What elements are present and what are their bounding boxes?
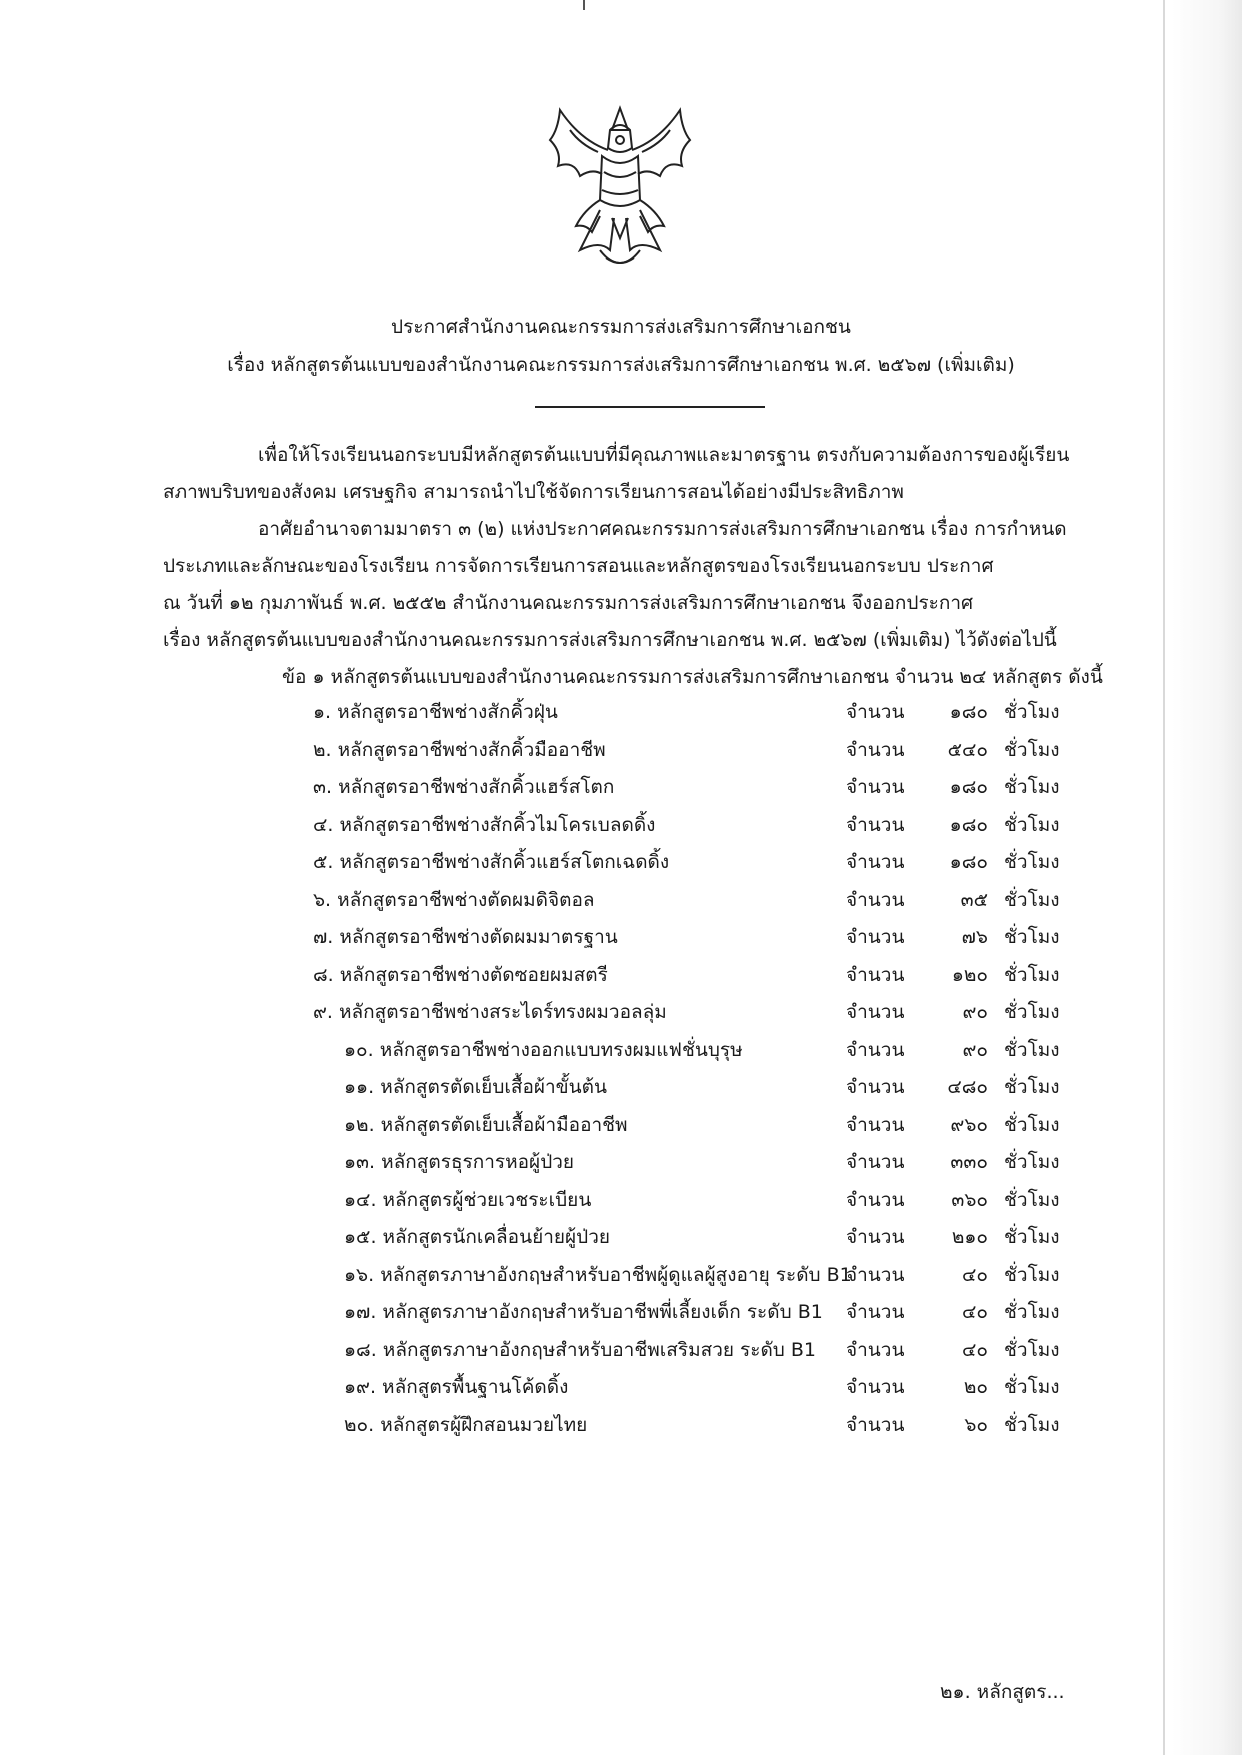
amount-label: จำนวน bbox=[846, 776, 905, 798]
amount-label: จำนวน bbox=[846, 1038, 905, 1061]
paragraph: ข้อ ๑ หลักสูตรต้นแบบของสำนักงานคณะกรรมการส่งเสริมการศึกษาเอกชน จำนวน ๒๔ หลักสูตร ดังนี้ bbox=[282, 666, 1103, 688]
hours-label: ชั่วโมง bbox=[1004, 1263, 1060, 1286]
course-name: ๑๗. หลักสูตรภาษาอังกฤษสำหรับอาชีพพี่เลี้ยงเด็ก ระดับ B1 bbox=[344, 1301, 823, 1323]
course-hours: ๔๐ bbox=[962, 1338, 988, 1361]
course-name: ๑๖. หลักสูตรภาษาอังกฤษสำหรับอาชีพผู้ดูแลผู้สูงอายุ ระดับ B1 bbox=[344, 1263, 852, 1286]
paragraph: อาศัยอำนาจตามมาตรา ๓ (๒) แห่งประกาศคณะกรรมการส่งเสริมการศึกษาเอกชน เรื่อง การกำหนด bbox=[258, 518, 1067, 540]
amount-label: จำนวน bbox=[846, 701, 905, 723]
hours-label: ชั่วโมง bbox=[1004, 1301, 1060, 1323]
course-hours: ๑๘๐ bbox=[949, 851, 988, 873]
hours-label: ชั่วโมง bbox=[1004, 1038, 1060, 1061]
amount-label: จำนวน bbox=[846, 1151, 905, 1173]
course-name: ๑๒. หลักสูตรตัดเย็บเสื้อผ้ามืออาชีพ bbox=[344, 1113, 628, 1136]
announcement-title: ประกาศสำนักงานคณะกรรมการส่งเสริมการศึกษาเอกชน bbox=[391, 316, 851, 338]
course-hours: ๙๐ bbox=[962, 1001, 988, 1023]
course-name: ๕. หลักสูตรอาชีพช่างสักคิ้วแฮร์สโตกเฉดดิ้ง bbox=[313, 851, 670, 873]
course-hours: ๓๖๐ bbox=[951, 1188, 988, 1211]
course-name: ๘. หลักสูตรอาชีพช่างตัดซอยผมสตรี bbox=[313, 963, 608, 986]
course-name: ๑๐. หลักสูตรอาชีพช่างออกแบบทรงผมแฟชั่นบุรุษ bbox=[344, 1038, 743, 1061]
course-name: ๒๐. หลักสูตรผู้ฝึกสอนมวยไทย bbox=[344, 1413, 588, 1436]
course-name: ๑๘. หลักสูตรภาษาอังกฤษสำหรับอาชีพเสริมสวย ระดับ B1 bbox=[344, 1338, 817, 1361]
amount-label: จำนวน bbox=[846, 1413, 905, 1436]
hours-label: ชั่วโมง bbox=[1004, 1226, 1060, 1248]
course-name: ๖. หลักสูตรอาชีพช่างตัดผมดิจิตอล bbox=[313, 888, 595, 911]
page-continuation: ๒๑. หลักสูตร... bbox=[940, 1681, 1065, 1703]
course-hours: ๒๐ bbox=[963, 1376, 988, 1398]
hours-label: ชั่วโมง bbox=[1004, 1151, 1060, 1173]
hours-label: ชั่วโมง bbox=[1004, 1376, 1060, 1398]
amount-label: จำนวน bbox=[846, 1338, 905, 1361]
course-hours: ๙๐ bbox=[962, 1038, 988, 1061]
hours-label: ชั่วโมง bbox=[1004, 1076, 1060, 1098]
amount-label: จำนวน bbox=[846, 851, 905, 873]
course-hours: ๗๖ bbox=[961, 926, 988, 948]
amount-label: จำนวน bbox=[846, 1226, 905, 1248]
amount-label: จำนวน bbox=[846, 1301, 905, 1323]
course-name: ๓. หลักสูตรอาชีพช่างสักคิ้วแฮร์สโตก bbox=[313, 776, 615, 798]
course-hours: ๓๕ bbox=[960, 888, 988, 911]
paragraph: เพื่อให้โรงเรียนนอกระบบมีหลักสูตรต้นแบบที่มีคุณภาพและมาตรฐาน ตรงกับความต้องการของผู้เรียน bbox=[258, 444, 1070, 466]
hours-label: ชั่วโมง bbox=[1004, 738, 1060, 761]
amount-label: จำนวน bbox=[846, 1113, 905, 1136]
paragraph: เรื่อง หลักสูตรต้นแบบของสำนักงานคณะกรรมการส่งเสริมการศึกษาเอกชน พ.ศ. ๒๕๖๗ (เพิ่มเติม) ไว้ดังต่อไปนี้ bbox=[163, 629, 1057, 651]
course-hours: ๔๐ bbox=[962, 1301, 988, 1323]
hours-label: ชั่วโมง bbox=[1004, 701, 1060, 723]
course-hours: ๒๑๐ bbox=[951, 1226, 988, 1248]
hours-label: ชั่วโมง bbox=[1004, 1413, 1060, 1436]
hours-label: ชั่วโมง bbox=[1004, 813, 1060, 836]
hours-label: ชั่วโมง bbox=[1004, 851, 1060, 873]
course-hours: ๖๐ bbox=[964, 1413, 988, 1436]
course-name: ๔. หลักสูตรอาชีพช่างสักคิ้วไมโครเบลดดิ้ง bbox=[313, 813, 656, 836]
course-hours: ๑๘๐ bbox=[949, 701, 988, 723]
course-name: ๑๙. หลักสูตรพื้นฐานโค้ดดิ้ง bbox=[344, 1376, 569, 1398]
course-hours: ๑๘๐ bbox=[949, 776, 988, 798]
course-name: ๑๑. หลักสูตรตัดเย็บเสื้อผ้าขั้นต้น bbox=[344, 1076, 607, 1098]
hours-label: ชั่วโมง bbox=[1004, 926, 1060, 948]
course-hours: ๑๒๐ bbox=[951, 963, 988, 986]
course-hours: ๔๐ bbox=[962, 1263, 988, 1286]
course-name: ๒. หลักสูตรอาชีพช่างสักคิ้วมืออาชีพ bbox=[313, 738, 606, 761]
course-name: ๙. หลักสูตรอาชีพช่างสระไดร์ทรงผมวอลลุ่ม bbox=[313, 1001, 667, 1023]
amount-label: จำนวน bbox=[846, 888, 905, 911]
hours-label: ชั่วโมง bbox=[1004, 1001, 1060, 1023]
amount-label: จำนวน bbox=[846, 1001, 905, 1023]
course-hours: ๑๘๐ bbox=[949, 813, 988, 836]
course-name: ๗. หลักสูตรอาชีพช่างตัดผมมาตรฐาน bbox=[313, 926, 618, 948]
scan-shadow bbox=[1172, 0, 1242, 1755]
amount-label: จำนวน bbox=[846, 926, 905, 948]
hours-label: ชั่วโมง bbox=[1004, 963, 1060, 986]
course-name: ๑๕. หลักสูตรนักเคลื่อนย้ายผู้ป่วย bbox=[344, 1226, 610, 1248]
scan-fold-line bbox=[1163, 0, 1165, 1755]
course-name: ๑. หลักสูตรอาชีพช่างสักคิ้วฝุ่น bbox=[313, 701, 558, 723]
course-hours: ๕๔๐ bbox=[947, 738, 988, 761]
course-hours: ๙๖๐ bbox=[950, 1113, 988, 1136]
title-divider bbox=[535, 406, 765, 408]
course-hours: ๓๓๐ bbox=[950, 1151, 988, 1173]
amount-label: จำนวน bbox=[846, 1076, 905, 1098]
paragraph: ณ วันที่ ๑๒ กุมภาพันธ์ พ.ศ. ๒๕๕๒ สำนักงานคณะกรรมการส่งเสริมการศึกษาเอกชน จึงออกประกาศ bbox=[163, 592, 974, 614]
amount-label: จำนวน bbox=[846, 1188, 905, 1211]
course-hours: ๔๘๐ bbox=[947, 1076, 988, 1098]
course-name: ๑๓. หลักสูตรธุรการหอผู้ป่วย bbox=[344, 1151, 575, 1173]
amount-label: จำนวน bbox=[846, 813, 905, 836]
paragraph: ประเภทและลักษณะของโรงเรียน การจัดการเรียนการสอนและหลักสูตรของโรงเรียนนอกระบบ ประกาศ bbox=[163, 555, 994, 577]
hours-label: ชั่วโมง bbox=[1004, 776, 1060, 798]
amount-label: จำนวน bbox=[846, 963, 905, 986]
garuda-emblem-icon bbox=[540, 100, 700, 280]
hours-label: ชั่วโมง bbox=[1004, 888, 1060, 911]
amount-label: จำนวน bbox=[846, 738, 905, 761]
paragraph: สภาพบริบทของสังคม เศรษฐกิจ สามารถนำไปใช้จัดการเรียนการสอนได้อย่างมีประสิทธิภาพ bbox=[163, 481, 904, 503]
amount-label: จำนวน bbox=[846, 1263, 905, 1286]
announcement-subject: เรื่อง หลักสูตรต้นแบบของสำนักงานคณะกรรมการส่งเสริมการศึกษาเอกชน พ.ศ. ๒๕๖๗ (เพิ่มเติม) bbox=[227, 354, 1015, 376]
course-name: ๑๔. หลักสูตรผู้ช่วยเวชระเบียน bbox=[344, 1188, 592, 1211]
amount-label: จำนวน bbox=[846, 1376, 905, 1398]
hours-label: ชั่วโมง bbox=[1004, 1113, 1060, 1136]
hours-label: ชั่วโมง bbox=[1004, 1338, 1060, 1361]
scan-mark bbox=[583, 0, 585, 10]
hours-label: ชั่วโมง bbox=[1004, 1188, 1060, 1211]
